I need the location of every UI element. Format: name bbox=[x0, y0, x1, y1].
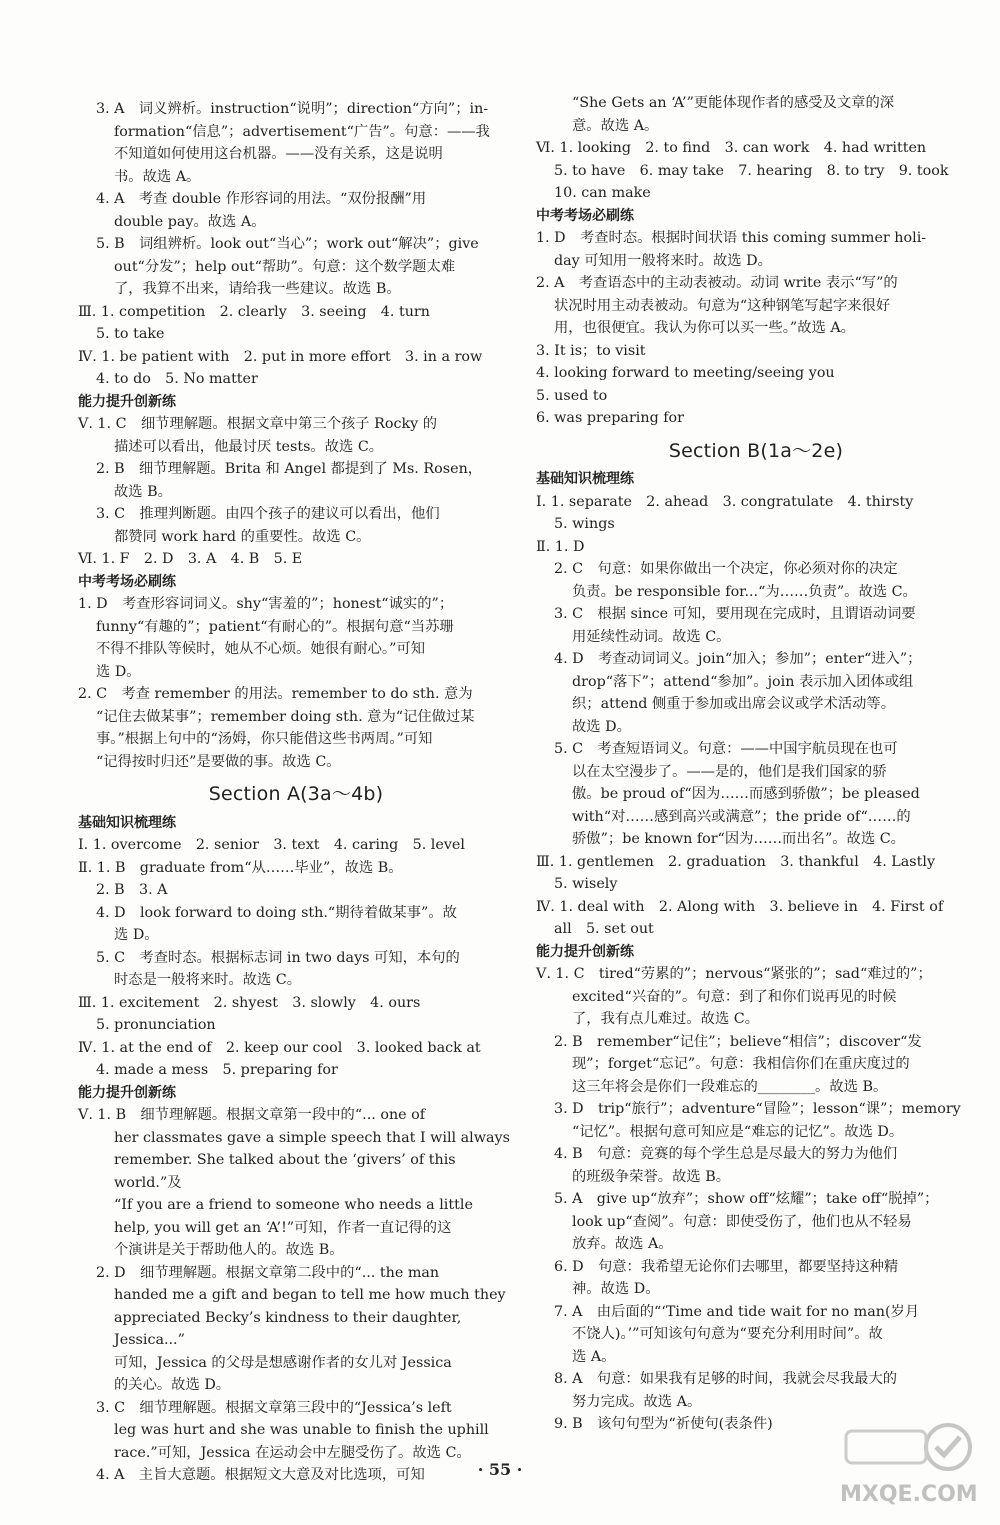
answer-line: Ⅳ. 1. at the end of 2. keep our cool 3. looked back at bbox=[78, 1039, 481, 1056]
answer-line: 2. A 考查语态中的主动表被动。动词 write 表示“写”的 bbox=[536, 275, 898, 291]
answer-line: 3. C 根据 since 可知，要用现在完成时，且谓语动词要 bbox=[554, 606, 916, 622]
answer-line: 4. looking forward to meeting/seeing you bbox=[536, 365, 835, 381]
section-heading: 能力提升创新练 bbox=[78, 1084, 176, 1101]
answer-line: 5. C 考查时态。根据标志词 in two days 可知，本句的 bbox=[96, 949, 460, 966]
answer-line: 1. D 考查形容词词义。shy“害羞的”；honest“诚实的”； bbox=[78, 596, 454, 612]
answer-line: Ⅴ. 1. B 细节理解题。根据文章第一段中的“... one of bbox=[78, 1107, 426, 1123]
answer-line: 5. B 词组辨析。look out“当心”；work out“解决”；give bbox=[96, 236, 479, 252]
answer-line: 7. A 由后面的“‘Time and tide wait for no man(岁月 bbox=[554, 1303, 920, 1320]
answer-line: 意。故选 A。 bbox=[572, 117, 659, 134]
answer-line: 2. B 3. A bbox=[96, 882, 168, 898]
answer-line: 4. made a mess 5. preparing for bbox=[96, 1062, 338, 1078]
answer-line: “记住去做某事”；remember doing sth. 意为“记住做过某 bbox=[96, 708, 475, 725]
answer-line: 现”；forget“忘记”。句意：我相信你们在重庆度过的 bbox=[572, 1056, 910, 1072]
answer-line: day 可知用一般将来时。故选 D。 bbox=[554, 252, 772, 269]
answer-line: funny“有趣的”；patient“有耐心的”。根据句意“当苏珊 bbox=[96, 618, 454, 635]
answer-line: 傲。be proud of“因为……而感到骄傲”；be pleased bbox=[572, 786, 920, 802]
answer-line: handed me a gift and began to tell me how much they bbox=[114, 1287, 506, 1303]
answer-line: drop“落下”；attend“参加”。join 表示加入团体或组 bbox=[572, 673, 914, 690]
answer-line: 选 D。 bbox=[96, 663, 141, 680]
answer-line: 故选 D。 bbox=[572, 718, 631, 735]
answer-line: “记得按时归还”是要做的事。故选 C。 bbox=[96, 753, 341, 770]
answer-line: 8. A 句意：如果我有足够的时间，我就会尽我最大的 bbox=[554, 1371, 898, 1387]
answer-line: 5. to take bbox=[96, 326, 165, 342]
answer-line: 个演讲是关于帮助他人的。故选 B。 bbox=[114, 1242, 344, 1258]
answer-line: race.”可知，Jessica 在运动会中左腿受伤了。故选 C。 bbox=[114, 1444, 471, 1461]
answer-line: 了，我有点儿难过。故选 C。 bbox=[572, 1011, 760, 1027]
right-column bbox=[536, 92, 976, 1436]
answer-line: 放弃。故选 A。 bbox=[572, 1236, 673, 1252]
answer-line: 用延续性动词。故选 C。 bbox=[572, 628, 731, 645]
answer-line: excited“兴奋的”。句意：到了和你们说再见的时候 bbox=[572, 988, 897, 1005]
answer-line: 3. C 细节理解题。根据文章第三段中的“Jessica’s left bbox=[96, 1399, 452, 1416]
answer-line: 5. A give up“放弃”；show off“炫耀”；take off“脱掉”； bbox=[554, 1191, 939, 1207]
answer-line: out“分发”；help out“帮助”。句意：这个数学题太难 bbox=[114, 258, 456, 275]
answer-line: with“对……感到高兴或满意”；the pride of“……的 bbox=[572, 808, 911, 825]
answer-line: 1. D 考查时态。根据时间状语 this coming summer holi- bbox=[536, 230, 927, 246]
answer-line: 不饶人)。’”可知该句句意为“要充分利用时间”。故 bbox=[572, 1326, 883, 1342]
answer-line: 神。故选 D。 bbox=[572, 1281, 660, 1297]
section-heading: 基础知识梳理练 bbox=[536, 471, 634, 487]
answer-line: Ⅱ. 1. D bbox=[536, 538, 585, 555]
page-number: · 55 · bbox=[477, 1460, 523, 1479]
answer-line: Ⅲ. 1. excitement 2. shyest 3. slowly 4. ours bbox=[78, 994, 421, 1011]
answer-line: 不得不排队等候时，她从不心烦。她很有耐心。”可知 bbox=[96, 641, 425, 657]
answer-line: 3. A 词义辨析。instruction“说明”；direction“方向”；in- bbox=[96, 101, 489, 117]
answer-line: 了，我算不出来，请给我一些建议。故选 B。 bbox=[114, 281, 401, 297]
answer-line: “记忆”。根据句意可知应是“难忘的记忆”。故选 D。 bbox=[572, 1123, 904, 1140]
answer-line: 选 D。 bbox=[114, 927, 159, 943]
answer-line: 10. can make bbox=[554, 185, 651, 201]
section-title: Section A(3a～4b) bbox=[208, 783, 384, 805]
section-heading: 基础知识梳理练 bbox=[78, 814, 176, 831]
answer-line: 书。故选 A。 bbox=[114, 168, 201, 185]
section-heading: 能力提升创新练 bbox=[536, 943, 634, 960]
answer-line: double pay。故选 A。 bbox=[114, 213, 266, 230]
answer-line: 事。”根据上句中的“汤姆，你只能借这些书两周。”可知 bbox=[96, 731, 433, 747]
answer-line: 6. D 句意：我希望无论你们去哪里，都要坚持这种精 bbox=[554, 1258, 899, 1275]
answer-line: Ⅵ. 1. looking 2. to find 3. can work 4. had written bbox=[536, 140, 927, 156]
answer-line: 2. B remember“记住”；believe“相信”；discover“发 bbox=[554, 1033, 922, 1050]
answer-line: 4. A 考查 double 作形容词的用法。“双份报酬”用 bbox=[96, 191, 427, 207]
answer-line: leg was hurt and she was unable to finish the uphill bbox=[114, 1422, 489, 1438]
answer-line: Ⅰ. 1. overcome 2. senior 3. text 4. caring 5. level bbox=[78, 837, 465, 853]
section-heading: 能力提升创新练 bbox=[78, 393, 176, 410]
answer-line: 3. D trip“旅行”；adventure“冒险”；lesson“课”；memory bbox=[554, 1101, 961, 1117]
answer-line: 不知道如何使用这台机器。——没有关系，这是说明 bbox=[114, 146, 443, 162]
watermark-text: MXQE.COM bbox=[840, 1482, 978, 1507]
answer-line: Ⅱ. 1. B graduate from“从……毕业”，故选 B。 bbox=[78, 859, 403, 876]
answer-line: 4. A 主旨大意题。根据短文大意及对比选项，可知 bbox=[96, 1467, 425, 1483]
answer-line: 4. to do 5. No matter bbox=[96, 371, 258, 387]
answer-line: 5. wisely bbox=[554, 876, 618, 892]
section-heading: 中考考场必刷练 bbox=[536, 207, 634, 224]
answer-line: 状况时用主动表被动。句意为“这种钢笔写起字来很好 bbox=[554, 297, 891, 314]
answer-line: appreciated Becky’s kindness to their daughter, Jessica...” bbox=[114, 1309, 466, 1348]
answer-line: Ⅴ. 1. C 细节理解题。根据文章中第三个孩子 Rocky 的 bbox=[78, 416, 438, 432]
answer-line: 5. pronunciation bbox=[96, 1017, 216, 1033]
answer-line: 2. C 句意：如果你做出一个决定，你必须对你的决定 bbox=[554, 561, 898, 577]
answer-line: 5. used to bbox=[536, 387, 608, 404]
answer-line: 的班级争荣誉。故选 B。 bbox=[572, 1168, 731, 1185]
answer-line: 织；attend 侧重于参加或出席会议或学术活动等。 bbox=[572, 696, 896, 712]
answer-line: 描述可以看出，他最讨厌 tests。故选 C。 bbox=[114, 438, 384, 455]
answer-line: 5. wings bbox=[554, 516, 615, 532]
answer-line: 故选 B。 bbox=[114, 483, 172, 500]
answer-line: 用，也很便宜。我认为你可以买一些。”故选 A。 bbox=[554, 320, 855, 336]
left-column bbox=[78, 98, 514, 1487]
answer-line: 这三年将会是你们一段难忘的________。故选 B。 bbox=[572, 1078, 888, 1095]
answer-line: 2. C 考查 remember 的用法。remember to do sth. 意为 bbox=[78, 686, 473, 702]
answer-line: Ⅳ. 1. be patient with 2. put in more effort 3. in a row bbox=[78, 348, 483, 365]
answer-line: 3. C 推理判断题。由四个孩子的建议可以看出，他们 bbox=[96, 506, 440, 522]
answer-line: 骄傲”；be known for“因为……而出名”。故选 C。 bbox=[572, 831, 905, 847]
answer-line: 可知，Jessica 的父母是想感谢作者的女儿对 Jessica bbox=[114, 1354, 452, 1371]
answer-line: 选 A。 bbox=[572, 1348, 616, 1365]
watermark-logo bbox=[836, 1421, 986, 1513]
answer-line: “She Gets an ‘A’”更能体现作者的感受及文章的深 bbox=[572, 95, 895, 111]
answer-line: formation“信息”；advertisement“广告”。句意：——我 bbox=[114, 123, 490, 140]
answer-line: 5. to have 6. may take 7. hearing 8. to try 9. took bbox=[554, 162, 949, 179]
answer-line: Ⅴ. 1. C tired“劳累的”；nervous“紧张的”；sad“难过的”； bbox=[536, 966, 932, 982]
answer-line: 6. was preparing for bbox=[536, 410, 684, 426]
answer-line: “If you are a friend to someone who needs a little bbox=[114, 1197, 473, 1213]
answer-line: remember. She talked about the ‘givers’ of this world.”及 bbox=[114, 1152, 461, 1191]
answer-line: Ⅲ. 1. competition 2. clearly 3. seeing 4. turn bbox=[78, 303, 430, 320]
answer-line: 负责。be responsible for...“为……负责”。故选 C。 bbox=[572, 583, 917, 600]
answer-line: her classmates gave a simple speech that I will always bbox=[114, 1129, 510, 1146]
answer-line: 努力完成。故选 A。 bbox=[572, 1393, 702, 1410]
answer-line: 3. It is；to visit bbox=[536, 342, 646, 359]
answer-line: 的关心。故选 D。 bbox=[114, 1377, 231, 1393]
answer-line: Ⅵ. 1. F 2. D 3. A 4. B 5. E bbox=[78, 551, 303, 567]
answer-line: help, you will get an ‘A’!”可知，作者一直记得的这 bbox=[114, 1219, 452, 1236]
answer-line: Ⅳ. 1. deal with 2. Along with 3. believe in 4. First of bbox=[536, 898, 944, 915]
answer-line: 4. B 句意：竞赛的每个学生总是尽最大的努力为他们 bbox=[554, 1146, 898, 1162]
answer-line: 2. B 细节理解题。Brita 和 Angel 都提到了 Ms. Rosen， bbox=[96, 461, 483, 477]
answer-line: 2. D 细节理解题。根据文章第二段中的“... the man bbox=[96, 1264, 440, 1281]
answer-line: 时态是一般将来时。故选 C。 bbox=[114, 972, 302, 988]
answer-line: look up“查阅”。句意：即使受伤了，他们也从不轻易 bbox=[572, 1213, 912, 1230]
answer-line: 4. D 考查动词词义。join“加入；参加”；enter“进入”； bbox=[554, 651, 922, 667]
answer-line: 以在太空漫步了。——是的，他们是我们国家的骄 bbox=[572, 763, 887, 780]
section-heading: 中考考场必刷练 bbox=[78, 573, 176, 590]
answer-line: 5. C 考查短语词义。句意：——中国宇航员现在也可 bbox=[554, 741, 898, 757]
answer-line: Ⅲ. 1. gentlemen 2. graduation 3. thankful 4. Lastly bbox=[536, 853, 936, 870]
section-title: Section B(1a～2e) bbox=[668, 439, 844, 462]
answer-line: 9. B 该句句型为“祈使句(表条件) bbox=[554, 1416, 773, 1432]
answer-line: all 5. set out bbox=[554, 921, 654, 937]
answer-line: 4. D look forward to doing sth.“期待着做某事”。故 bbox=[96, 904, 457, 921]
answer-line: Ⅰ. 1. separate 2. ahead 3. congratulate 4. thirsty bbox=[536, 493, 914, 510]
answer-line: 都赞同 work hard 的重要性。故选 C。 bbox=[114, 528, 371, 545]
